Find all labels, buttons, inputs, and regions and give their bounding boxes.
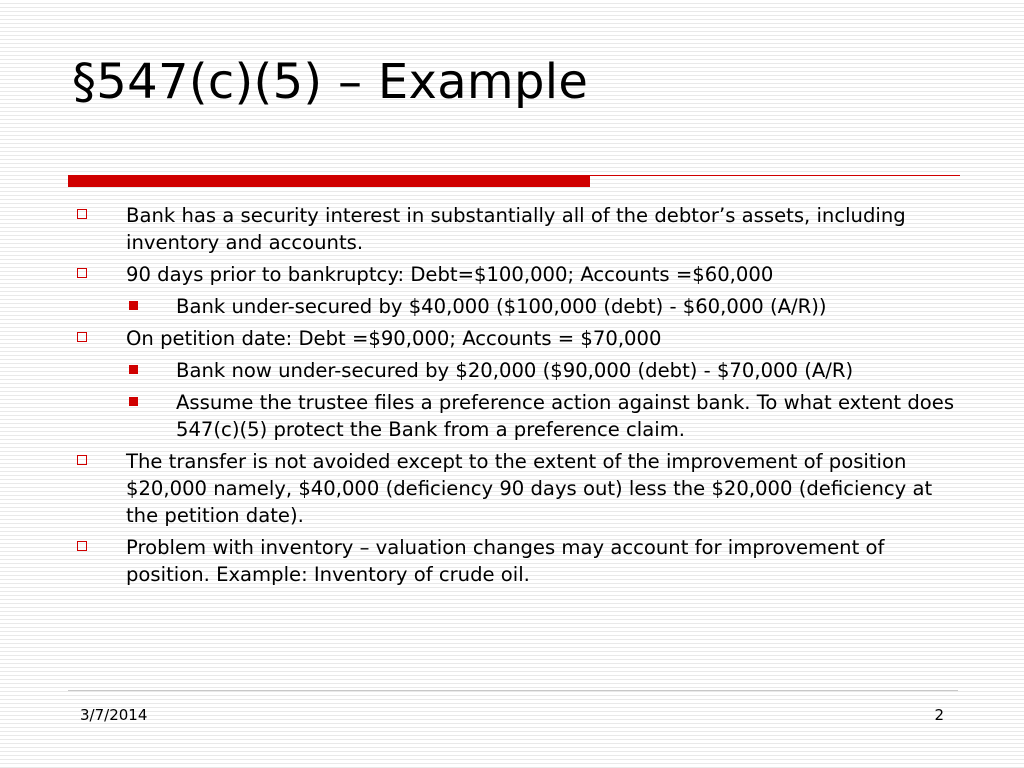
bullet-item [76,325,956,352]
bullet-text: 90 days prior to bankruptcy: Debt=$100,000; Accounts =$60,000 [126,263,774,286]
bullet-item [76,202,956,256]
bullet-text: Bank has a security interest in substantially all of the debtor’s assets, including inventory and accounts. [126,204,906,254]
footer-date: 3/7/2014 [80,706,148,724]
bullet-text: Problem with inventory – valuation changes may account for improvement of position. Example: Inventory of crude oil. [126,536,885,586]
hollow-square-icon [77,268,87,278]
slide-title: §547(c)(5) – Example [72,54,589,110]
bullet-text: Assume the trustee files a preference action against bank. To what extent does 547(c)(5) protect the Bank from a preference claim. [176,391,955,441]
hollow-square-icon [77,541,87,551]
hollow-square-icon [77,455,87,465]
hollow-square-icon [77,209,87,219]
bullet-item [76,534,956,588]
bullet-text: On petition date: Debt =$90,000; Accounts = $70,000 [126,327,662,350]
bullet-text: Bank now under-secured by $20,000 ($90,000 (debt) - $70,000 (A/R) [176,359,854,382]
sub-bullet-item [76,293,956,320]
filled-square-icon [129,365,138,374]
title-underline-accent [68,175,590,187]
bullet-text: The transfer is not avoided except to the extent of the improvement of position $20,000 namely, $40,000 (deficiency 90 days out) less the $20,000 (deficiency at the petition date). [126,450,933,527]
sub-bullet-item [76,389,956,443]
filled-square-icon [129,301,138,310]
bullet-item [76,448,956,529]
bullet-item [76,261,956,288]
hollow-square-icon [77,332,87,342]
filled-square-icon [129,397,138,406]
bullet-list [76,202,956,593]
footer-divider [68,690,958,691]
slide-number: 2 [934,706,944,724]
sub-bullet-item [76,357,956,384]
bullet-text: Bank under-secured by $40,000 ($100,000 (debt) - $60,000 (A/R)) [176,295,827,318]
